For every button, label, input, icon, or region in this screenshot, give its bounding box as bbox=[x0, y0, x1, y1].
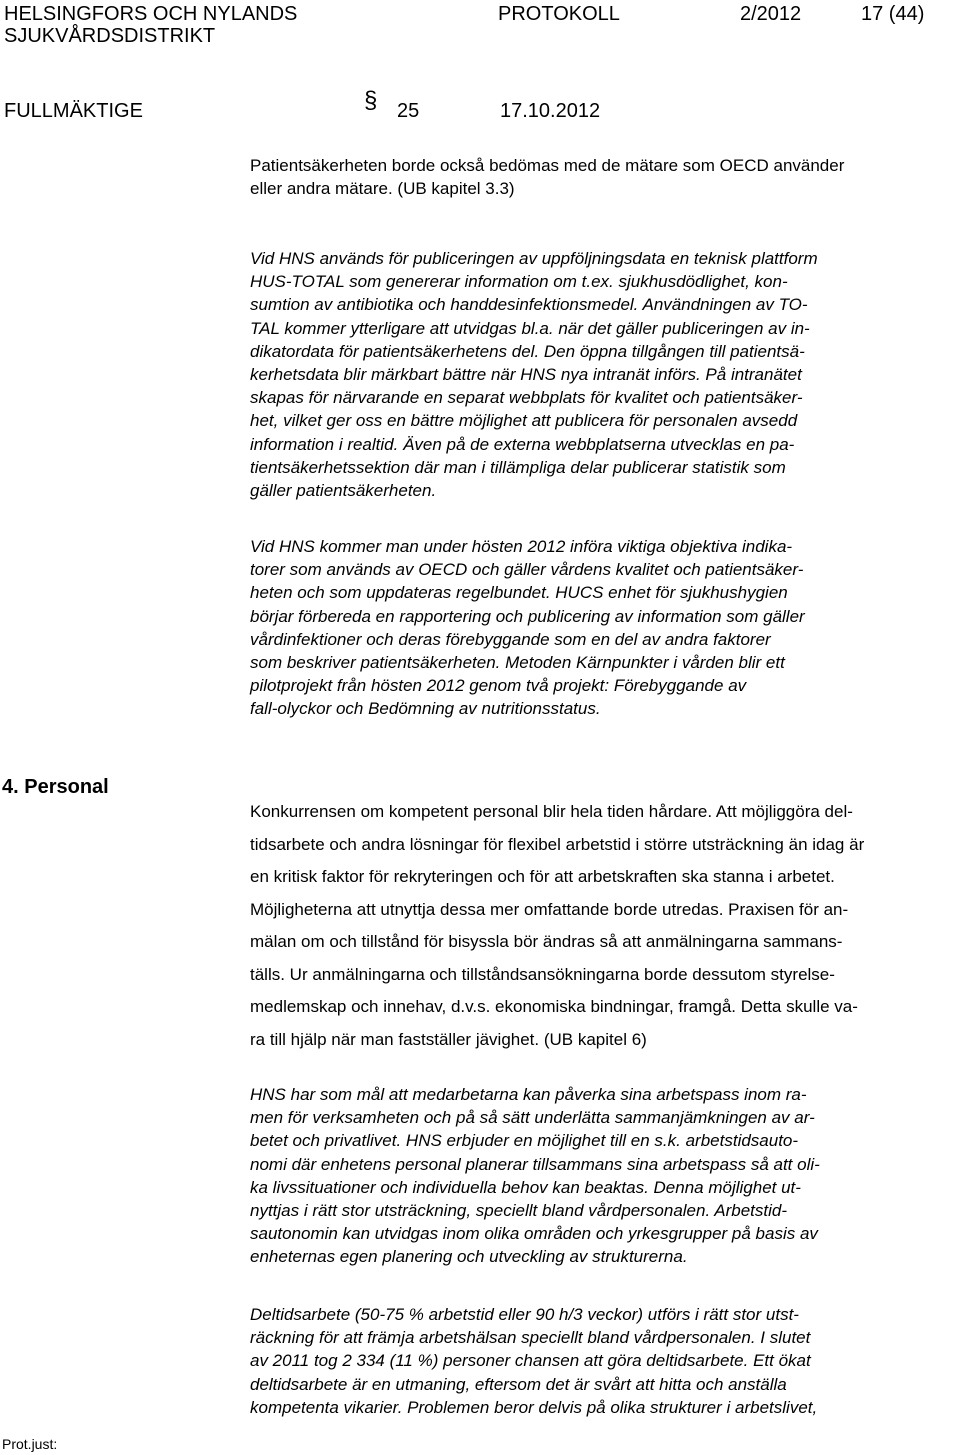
paragraph-personal-competition: Konkurrensen om kompetent personal blir hela tiden hårdare. Att möjliggöra del- tidsarbete och andra lösningar för flexibel arbetstid i större utsträckning än idag är en kritisk faktor för rekryteringen och för att arbetskraften ska stanna i arbetet. Möjligheterna att utnyttja dessa mer omfattande borde utredas. Praxisen för an- mälan om och tillstånd för bisyssla bör ändras så att anmälningarna sammans- tälls. Ur anmälningarna och tillståndsansökningarna borde dessutom styrelse- medlemskap och innehav, d.v.s. ekonomiska bindningar, framgå. Detta skulle va- ra till hjälp när man fastställer jävighet. (UB kapitel 6) bbox=[250, 802, 865, 1049]
header-organization-line2: SJUKVÅRDSDISTRIKT bbox=[4, 25, 216, 47]
header-organization-line1: HELSINGFORS OCH NYLANDS bbox=[4, 3, 298, 25]
paragraph-hus-total: Vid HNS används för publiceringen av uppföljningsdata en teknisk plattform HUS-TOTAL som genererar information om t.ex. sjukhusdödlighet, kon- sumtion av antibiotika och handdesinfektionsmedel. Användningen av TO- TAL kommer ytterligare att utvidgas bl.a. när det gäller publiceringen av in- dikatordata för patientsäkerhetens del. Den öppna tillgången till patientsä- kerhetsdata blir märkbart bättre när HNS nya intranät införs. På intranätet skapas för närvarande en separat webbplats för kvalitet och patientsäker- het, vilket ger oss en bättre möjlighet att publicera för personalen avsedd information i realtid. Även på de externa webbplatserna utvecklas en pa- tientsäkerhetssektion där man i tillämpliga delar publicerar statistik som gäller patientsäkerheten. bbox=[250, 249, 818, 501]
section-mark: § bbox=[364, 87, 378, 114]
paragraph-working-hours-autonomy: HNS har som mål att medarbetarna kan påverka sina arbetspass inom ra- men för verksamheten och på så sätt underlätta sammanjämkningen av ar- betet och privatlivet. HNS erbjuder en möjlighet till en s.k. arbetstidsauto- nomi där enhetens personal planerar tillsammans sina arbetspass så att oli- ka livssituationer och individuella behov kan beaktas. Denna möjlighet ut- nyttjas i rätt stor utsträckning, speciellt bland vårdpersonalen. Arbetstid- sautonomin kan utvidgas inom olika områden och yrkesgrupper på basis av enheternas egen planering och utveckling av strukturerna. bbox=[250, 1085, 820, 1267]
header-doc-type: PROTOKOLL bbox=[498, 3, 620, 25]
header-section-number: 25 bbox=[397, 100, 420, 122]
protocol-check-label: Prot.just: bbox=[2, 1436, 58, 1452]
paragraph-part-time-work: Deltidsarbete (50-75 % arbetstid eller 90 h/3 veckor) utförs i rätt stor utst- räckning för att främja arbetshälsan speciellt bland vårdpersonalen. I slutet av 2011 tog 2 334 (11 %) personer chansen att göra deltidsarbete. Ett ökat deltidsarbete är en utmaning, eftersom det är svårt att hitta och anställa kompetenta vikarier. Problemen beror delvis på olika strukturer i arbetslivet, bbox=[250, 1305, 818, 1417]
header-date: 17.10.2012 bbox=[500, 100, 601, 122]
paragraph-indicators: Vid HNS kommer man under hösten 2012 införa viktiga objektiva indika- torer som används av OECD och gäller vårdens kvalitet och patientsäker- heten och som uppdateras regelbundet. HUCS enhet för sjukhushygien börjar förbereda en rapportering och publicering av information som gäller vårdinfektioner och deras förebyggande som en del av andra faktorer som beskriver patientsäkerheten. Metoden Kärnpunkter i vården blir ett pilotprojekt från hösten 2012 genom två projekt: Förebyggande av fall-olyckor och Bedömning av nutritionsstatus. bbox=[250, 537, 805, 719]
header-number: 2/2012 bbox=[740, 3, 802, 25]
header-page: 17 (44) bbox=[861, 3, 925, 25]
section-heading-personal: 4. Personal bbox=[2, 776, 109, 798]
header-body: FULLMÄKTIGE bbox=[4, 100, 143, 122]
paragraph-oecd-measures: Patientsäkerheten borde också bedömas med de mätare som OECD använder eller andra mätare. (UB kapitel 3.3) bbox=[250, 156, 845, 199]
